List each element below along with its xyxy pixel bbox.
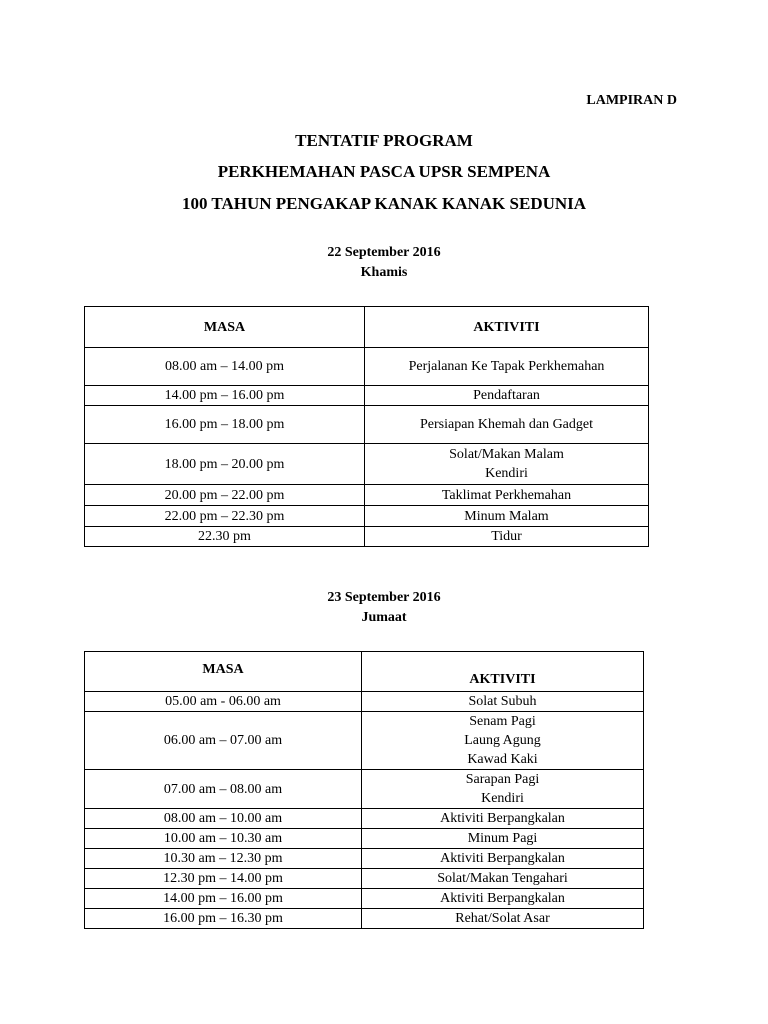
column-header-masa: MASA — [85, 652, 362, 692]
time-cell: 22.30 pm — [85, 527, 365, 547]
schedule-row — [85, 506, 649, 527]
schedule-row — [85, 869, 644, 889]
time-cell: 10.30 am – 12.30 pm — [85, 849, 362, 869]
day1-weekday: Khamis — [360, 265, 408, 280]
appendix-label: LAMPIRAN D — [586, 93, 677, 108]
schedule-row — [85, 406, 649, 444]
time-cell: 05.00 am - 06.00 am — [85, 692, 362, 712]
schedule-row — [85, 829, 644, 849]
column-header-aktiviti: AKTIVITI — [362, 652, 644, 692]
activity-line: Solat/Makan Tengahari — [437, 871, 568, 886]
document-subtitle-2: 100 TAHUN PENGAKAP KANAK KANAK SEDUNIA — [181, 194, 587, 213]
day1-schedule-body — [85, 348, 649, 547]
day2-date: 23 September 2016 — [327, 590, 441, 605]
activity-line: Sarapan Pagi — [465, 772, 540, 787]
day2-schedule-table — [84, 651, 644, 929]
activity-cell — [365, 406, 649, 444]
activity-line: Solat/Makan Malam — [449, 447, 564, 462]
activity-cell — [365, 485, 649, 506]
activity-cell — [362, 869, 644, 889]
time-cell: 12.30 pm – 14.00 pm — [85, 869, 362, 889]
day1-schedule-table — [84, 306, 649, 547]
schedule-row — [85, 485, 649, 506]
schedule-row — [85, 527, 649, 547]
activity-line: Minum Malam — [464, 508, 549, 524]
day2-weekday: Jumaat — [361, 610, 407, 625]
activity-line: Aktiviti Berpangkalan — [440, 851, 565, 866]
schedule-row — [85, 809, 644, 829]
time-cell: 10.00 am – 10.30 am — [85, 829, 362, 849]
activity-cell — [362, 770, 644, 809]
activity-line: Senam Pagi — [469, 714, 536, 729]
activity-line: Aktiviti Berpangkalan — [440, 811, 565, 826]
time-cell: 14.00 pm – 16.00 pm — [85, 889, 362, 909]
time-cell: 20.00 pm – 22.00 pm — [85, 485, 365, 506]
time-cell: 18.00 pm – 20.00 pm — [85, 444, 365, 485]
day2-schedule-body — [85, 692, 644, 929]
activity-line: Taklimat Perkhemahan — [441, 487, 572, 503]
activity-line: Perjalanan Ke Tapak Perkhemahan — [408, 359, 605, 374]
schedule-row — [85, 909, 644, 929]
time-cell: 07.00 am – 08.00 am — [85, 770, 362, 809]
activity-line: Minum Pagi — [467, 831, 538, 846]
activity-cell — [365, 444, 649, 485]
activity-line: Aktiviti Berpangkalan — [440, 891, 565, 906]
activity-cell — [362, 809, 644, 829]
activity-cell — [365, 386, 649, 406]
schedule-row — [85, 348, 649, 386]
time-cell: 22.00 pm – 22.30 pm — [85, 506, 365, 527]
activity-cell — [362, 909, 644, 929]
activity-line: Kendiri — [481, 791, 524, 806]
time-cell: 16.00 pm – 18.00 pm — [85, 406, 365, 444]
activity-line: Kendiri — [485, 466, 528, 481]
time-cell: 14.00 pm – 16.00 pm — [85, 386, 365, 406]
schedule-row — [85, 770, 644, 809]
activity-cell — [362, 712, 644, 770]
time-cell: 08.00 am – 14.00 pm — [85, 348, 365, 386]
activity-cell — [362, 889, 644, 909]
schedule-row — [85, 712, 644, 770]
activity-line: Laung Agung — [464, 733, 541, 748]
activity-line: Persiapan Khemah dan Gadget — [420, 417, 593, 432]
document-subtitle: PERKHEMAHAN PASCA UPSR SEMPENA — [217, 162, 551, 181]
time-cell: 06.00 am – 07.00 am — [85, 712, 362, 770]
activity-line: Kawad Kaki — [467, 752, 538, 767]
activity-cell — [362, 829, 644, 849]
activity-cell — [362, 849, 644, 869]
schedule-row — [85, 849, 644, 869]
time-cell: 08.00 am – 10.00 am — [85, 809, 362, 829]
time-cell: 16.00 pm – 16.30 pm — [85, 909, 362, 929]
activity-cell — [365, 506, 649, 527]
activity-cell — [365, 527, 649, 547]
activity-line: Tidur — [491, 529, 522, 544]
schedule-row — [85, 444, 649, 485]
schedule-row — [85, 692, 644, 712]
activity-cell — [362, 692, 644, 712]
day1-date: 22 September 2016 — [327, 245, 441, 260]
activity-line: Pendaftaran — [473, 388, 540, 403]
schedule-row — [85, 889, 644, 909]
activity-cell — [365, 348, 649, 386]
schedule-row — [85, 386, 649, 406]
column-header-aktiviti: AKTIVITI — [365, 307, 649, 348]
activity-line: Solat Subuh — [468, 694, 537, 709]
column-header-masa: MASA — [85, 307, 365, 348]
activity-line: Rehat/Solat Asar — [455, 911, 550, 926]
document-title: TENTATIF PROGRAM — [295, 131, 473, 150]
